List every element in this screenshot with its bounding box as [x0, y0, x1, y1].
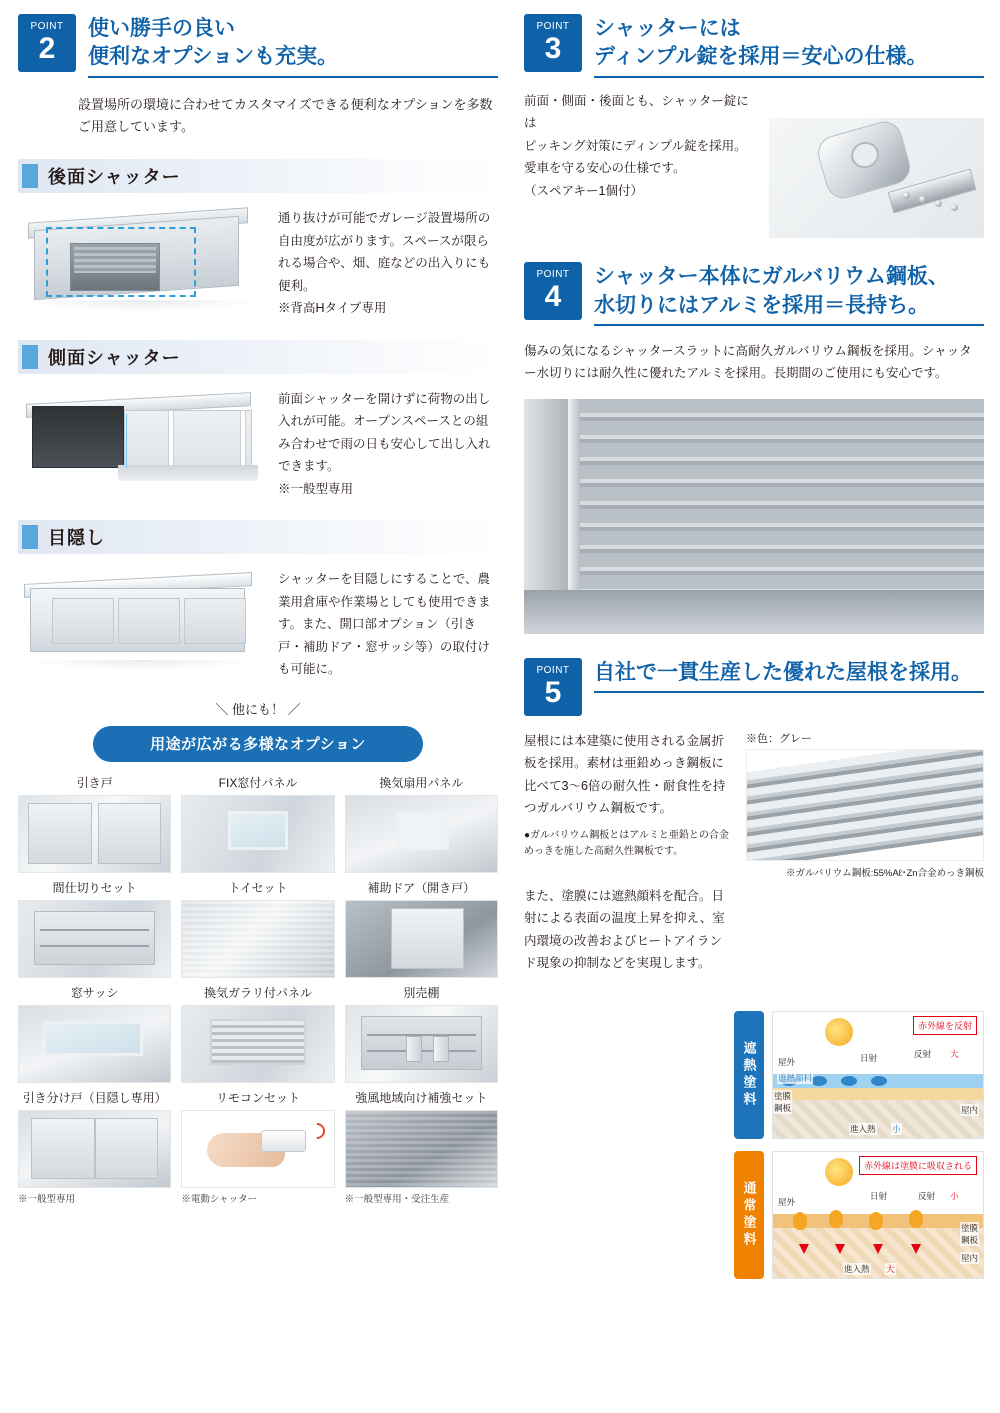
- option-caption: 引き戸: [76, 775, 113, 790]
- screen-illustration: [18, 564, 268, 674]
- point-3-title: [594, 14, 984, 72]
- point-2-lead: 設置場所の環境に合わせてカスタマイズできる便利なオプションを多数ご用意しています。: [78, 96, 493, 135]
- point-4-rule: [594, 324, 984, 326]
- point-3-body: [524, 90, 754, 203]
- heat-label-outdoor: 屋外: [778, 1197, 796, 1207]
- roof-spec-note: ※ガルバリウム鋼板:55%Aℓ･Zn合金めっき鋼板: [785, 867, 984, 879]
- option-caption: 引き分け戸（目隠し専用）: [22, 1090, 167, 1105]
- side-shutter-illustration: [18, 384, 268, 489]
- option-caption: 換気ガラリ付パネル: [203, 985, 312, 1000]
- heat-block-reflective: [734, 1011, 984, 1139]
- heat-label-enter-size: 小: [892, 1124, 901, 1134]
- option-thumbnail-hikido: [18, 795, 171, 873]
- section-rear-shutter-note: ※背高Hタイプ専用: [278, 301, 387, 316]
- heat-label-reflect-size: 小: [950, 1191, 959, 1201]
- point-5-left-text: [524, 730, 734, 879]
- option-note: ※一般型専用: [18, 1193, 76, 1205]
- section-screen-body: [18, 564, 498, 681]
- section-rear-shutter-header: [18, 159, 498, 193]
- point-4-title: [594, 262, 984, 320]
- heat-label-enter: 進入熱: [844, 1264, 870, 1274]
- point-4-number: 4: [544, 280, 562, 314]
- point-2-title-line2: 便利なオプションも充実。: [88, 45, 339, 69]
- section-marker-icon: [22, 164, 38, 188]
- point-5-rule: [594, 691, 984, 693]
- point-5-body1: 屋根には本建築に使用される金属折板を採用。素材は亜鉛めっき鋼板に比べて3〜6倍の耐久性・耐食性を持つガルバリウム鋼板です。: [524, 733, 726, 816]
- option-item: [345, 879, 498, 978]
- point-4-title-line1: シャッター本体にガルバリウム鋼板、: [594, 265, 949, 289]
- section-side-shutter-header: [18, 340, 498, 374]
- option-thumbnail-auxiliary-door: [345, 900, 498, 978]
- option-item: [18, 984, 171, 1083]
- heat-label-reflect-size: 大: [950, 1049, 959, 1059]
- option-thumbnail-double-sliding-door: [18, 1110, 171, 1188]
- option-item: [181, 774, 334, 873]
- others-lead: ＼ 他にも！ ／: [215, 701, 301, 717]
- heat-diagram-reflective: [772, 1011, 984, 1139]
- point-2-title: [88, 14, 498, 72]
- section-marker-icon: [22, 345, 38, 369]
- heat-label-sun: 日射: [870, 1191, 888, 1201]
- heat-label-sun: 日射: [860, 1053, 878, 1063]
- option-thumbnail-partition-set: [18, 900, 171, 978]
- point-3-word: POINT: [536, 21, 570, 32]
- point-3-header: [524, 14, 984, 78]
- point-5-badge: [524, 658, 582, 716]
- option-caption: 補助ドア（開き戸）: [367, 880, 476, 895]
- point-2-header: [18, 14, 498, 78]
- section-side-shutter-title: 側面シャッター: [48, 347, 181, 368]
- rear-shutter-illustration: [18, 203, 268, 318]
- point-4-title-line2: 水切りにはアルミを採用＝長持ち。: [594, 293, 930, 317]
- point-5-title: 自社で一貫生産した優れた屋根を採用。: [594, 660, 972, 684]
- section-side-shutter-body: [18, 384, 498, 501]
- heat-label-film: 塗膜: [960, 1223, 978, 1233]
- option-item: [181, 1089, 334, 1205]
- point-5-number: 5: [544, 675, 562, 709]
- point-3-badge: [524, 14, 582, 72]
- option-item: [345, 774, 498, 873]
- point-5-word: POINT: [536, 664, 570, 676]
- option-item: [18, 1089, 171, 1205]
- section-side-shutter-note: ※一般型専用: [278, 481, 354, 496]
- point-5-header: [524, 658, 984, 716]
- point-3-body-line2: ピッキング対策にディンプル錠を採用。: [524, 138, 747, 153]
- section-rear-shutter-text-wrap: [278, 203, 498, 320]
- point-3-title-line2: ディンプル錠を採用＝安心の仕様。: [594, 45, 928, 69]
- heat-label-outdoor: 屋外: [778, 1057, 796, 1067]
- option-thumbnail-ventilation-fan-panel: [345, 795, 498, 873]
- option-note: ※電動シャッター: [181, 1193, 258, 1205]
- section-screen-header: [18, 520, 498, 554]
- option-thumbnail-toilet-set: [181, 900, 334, 978]
- roof-color-note: ※色：グレー: [746, 732, 812, 745]
- point-3-rule: [594, 76, 984, 78]
- point-4-badge: [524, 262, 582, 320]
- section-side-shutter-text-wrap: [278, 384, 498, 501]
- section-side-shutter-text: 前面シャッターを開けずに荷物の出し入れが可能。オープンスペースとの組み合わせで雨の日も安心して出し入れできます。: [278, 391, 491, 474]
- heat-label-reflective: 遮熱塗料: [734, 1011, 764, 1139]
- heat-label-indoor: 屋内: [960, 1253, 978, 1263]
- shutter-photo: [524, 399, 984, 634]
- heat-label-pigment: 遮熱顔料: [778, 1073, 813, 1083]
- heat-label-reflect: 反射: [914, 1049, 932, 1059]
- options-banner: 用途が広がる多様なオプション: [93, 726, 423, 762]
- heat-label-reflect: 反射: [918, 1191, 936, 1201]
- heat-label-steel: 鋼板: [960, 1235, 978, 1245]
- point-4-word: POINT: [536, 269, 570, 281]
- option-caption: 換気扇用パネル: [379, 775, 464, 790]
- roof-image: [746, 749, 984, 861]
- point-5-note1: ●ガルバリウム鋼板とはアルミと亜鉛との合金めっきを施した高耐久性鋼板です。: [524, 829, 729, 857]
- point-3-body-line1: 前面・側面・後面とも、シャッター錠には: [524, 93, 749, 131]
- option-item: [18, 879, 171, 978]
- heat-diagram-standard: [772, 1151, 984, 1279]
- option-thumbnail-wind-reinforcement-set: [345, 1110, 498, 1188]
- point-2-title-line1: 使い勝手の良い: [88, 17, 235, 40]
- section-rear-shutter-title: 後面シャッター: [48, 167, 181, 188]
- option-thumbnail-louver-panel: [181, 1005, 334, 1083]
- option-caption: リモコンセット: [215, 1090, 300, 1105]
- heat-diagrams: [734, 999, 984, 1279]
- option-note: ※一般型専用・受注生産: [344, 1193, 450, 1205]
- point-3-number: 3: [544, 32, 562, 65]
- heat-label-enter: 進入熱: [850, 1124, 876, 1134]
- heat-label-standard: 通常塗料: [734, 1151, 764, 1279]
- roof-figure: [746, 730, 984, 879]
- option-caption: FIX窓付パネル: [218, 775, 298, 790]
- option-thumbnail-window-sash: [18, 1005, 171, 1083]
- section-screen-text-wrap: [278, 564, 498, 681]
- section-marker-icon: [22, 525, 38, 549]
- point-5-body: [524, 730, 984, 879]
- point-4-body: 傷みの気になるシャッタースラットに高耐久ガルバリウム鋼板を採用。シャッター水切りには耐久性に優れたアルミを採用。長期間のご使用にも安心です。: [524, 343, 972, 381]
- point-5-body2: また、塗膜には遮熱顔料を配合。日射による表面の温度上昇を抑え、室内環境の改善およびヒートアイランド現象の抑制などを実現します。: [524, 888, 725, 971]
- heat-label-film: 塗膜: [774, 1091, 792, 1101]
- option-item: [181, 879, 334, 978]
- dimple-key-photo: [769, 118, 984, 238]
- heat-block-standard: [734, 1151, 984, 1279]
- point-3-body-line3: 愛車を守る安心の仕様です。: [524, 161, 686, 176]
- point-2-number: 2: [38, 32, 56, 65]
- option-item: [181, 984, 334, 1083]
- option-thumbnail-shelf: [345, 1005, 498, 1083]
- options-grid: [18, 774, 498, 1205]
- option-caption: 間仕切りセット: [52, 880, 137, 895]
- point-4-header: [524, 262, 984, 326]
- section-screen-title: 目隠し: [48, 528, 105, 549]
- option-caption: 別売棚: [403, 985, 440, 1000]
- heat-redbox-standard: 赤外線は塗膜に吸収される: [859, 1156, 977, 1175]
- option-caption: 窓サッシ: [70, 985, 119, 1000]
- heat-redbox-reflective: 赤外線を反射: [913, 1016, 977, 1035]
- heat-label-indoor: 屋内: [960, 1105, 978, 1115]
- heat-label-steel: 鋼板: [774, 1103, 792, 1113]
- point-3-title-line1: シャッターには: [594, 17, 741, 40]
- option-item: [345, 984, 498, 1083]
- option-caption: トイセット: [228, 880, 288, 895]
- option-item: [345, 1089, 498, 1205]
- point-2-word: POINT: [30, 21, 64, 32]
- section-screen-text: シャッターを目隠しにすることで、農業用倉庫や作業場としても使用できます。また、開口部オプション（引き戸・補助ドア・窓サッシ等）の取付けも可能に。: [278, 572, 491, 677]
- option-caption: 強風地域向け補強セット: [355, 1090, 488, 1105]
- option-thumbnail-remote-set: [181, 1110, 334, 1188]
- point-3-body-line4: （スペアキー1個付）: [524, 183, 643, 198]
- heat-label-enter-size: 大: [886, 1264, 895, 1274]
- section-rear-shutter-text: 通り抜けが可能でガレージ設置場所の自由度が広がります。スペースが限られる場合や、畑、庭などの出入りにも便利。: [278, 211, 491, 293]
- right-column: [524, 14, 984, 1274]
- section-rear-shutter-body: [18, 203, 498, 320]
- left-column: [18, 14, 498, 1205]
- point-2-badge: [18, 14, 76, 72]
- option-item: [18, 774, 171, 873]
- point-2-rule: [88, 76, 498, 78]
- option-thumbnail-fix-window-panel: [181, 795, 334, 873]
